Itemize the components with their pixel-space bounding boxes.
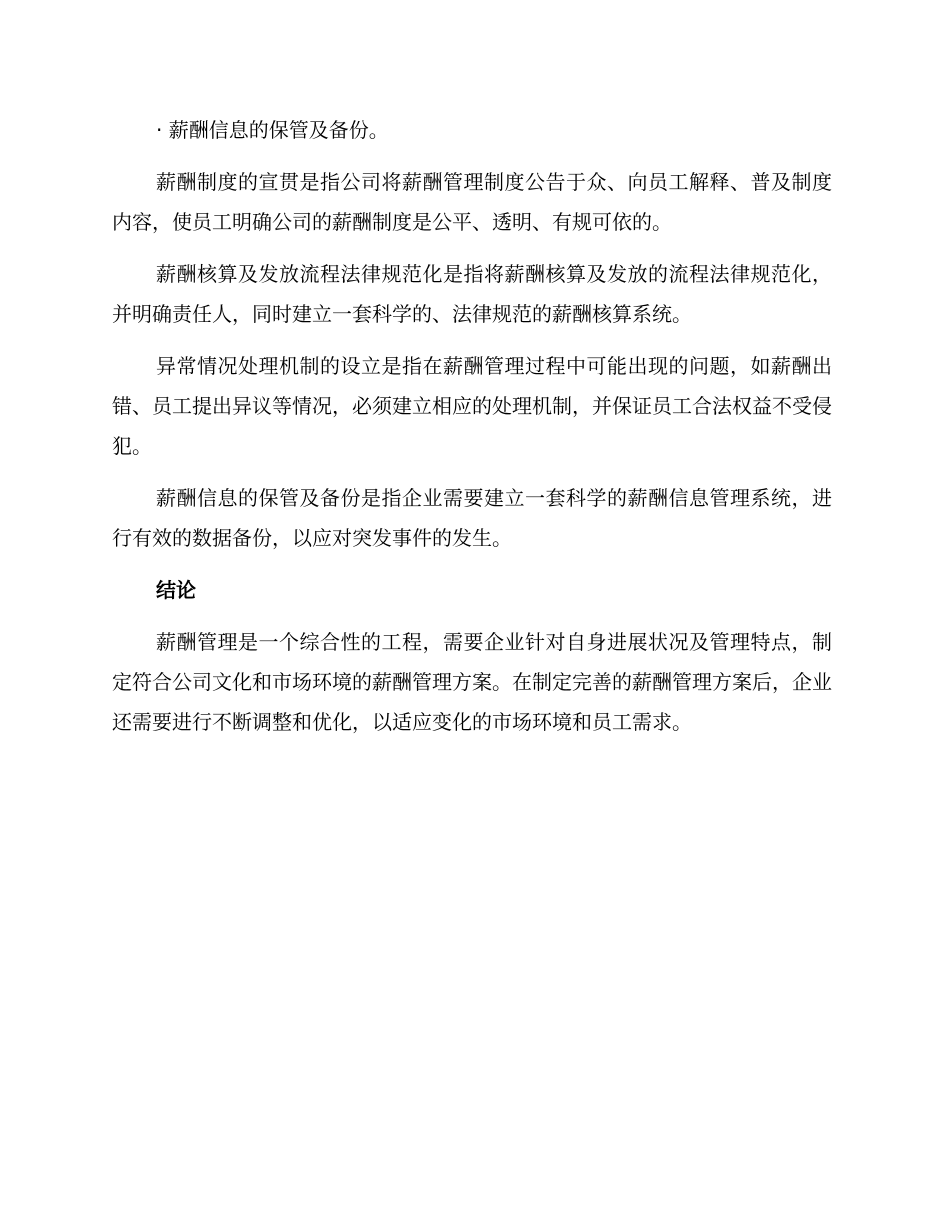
paragraph-salary-info-backup: 薪酬信息的保管及备份是指企业需要建立一套科学的薪酬信息管理系统，进行有效的数据备份，以应对突发事件的发生。: [112, 486, 832, 550]
paragraph-exception-handling: 异常情况处理机制的设立是指在薪酬管理过程中可能出现的问题，如薪酬出错、员工提出异议等情况，必须建立相应的处理机制，并保证员工合法权益不受侵犯。: [112, 354, 832, 458]
paragraph-salary-process-standardization: 薪酬核算及发放流程法律规范化是指将薪酬核算及发放的流程法律规范化，并明确责任人，同时建立一套科学的、法律规范的薪酬核算系统。: [112, 262, 832, 326]
bullet-item: · 薪酬信息的保管及备份。: [156, 118, 389, 142]
conclusion-paragraph: 薪酬管理是一个综合性的工程，需要企业针对自身进展状况及管理特点，制定符合公司文化和市场环境的薪酬管理方案。在制定完善的薪酬管理方案后，企业还需要进行不断调整和优化，以适应变化的市场环境和员工需求。: [112, 630, 832, 734]
document-body: [112, 110, 832, 742]
conclusion-heading: 结论: [156, 578, 196, 602]
paragraph-salary-policy-promotion: 薪酬制度的宣贯是指公司将薪酬管理制度公告于众、向员工解释、普及制度内容，使员工明确公司的薪酬制度是公平、透明、有规可依的。: [112, 170, 832, 234]
